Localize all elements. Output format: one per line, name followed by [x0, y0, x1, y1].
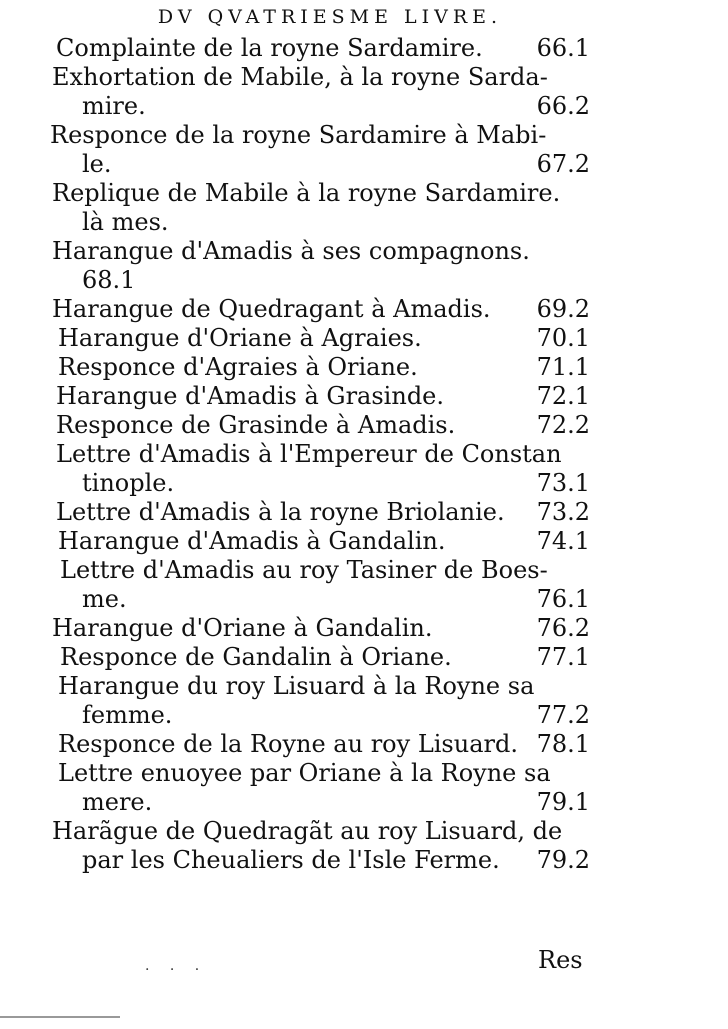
toc-entry: [0, 324, 728, 353]
entry-continuation: mire.: [82, 92, 146, 120]
toc-entry-line: [0, 469, 728, 498]
toc-entry-line: [0, 585, 728, 614]
entry-title: Lettre d'Amadis à la royne Briolanie.: [56, 498, 505, 526]
toc-entry-line: [0, 92, 728, 121]
entry-title: Lettre d'Amadis à l'Empereur de Constan: [56, 440, 562, 468]
page-number: 67.2: [536, 150, 590, 178]
page-number: 74.1: [536, 527, 590, 555]
toc-entry-line: [0, 817, 728, 846]
toc-entry: [0, 295, 728, 324]
toc-entry-line: [0, 411, 728, 440]
page-edge-line: [0, 1016, 120, 1018]
toc-entry-line: [0, 121, 728, 150]
toc-entry-line: [0, 34, 728, 63]
entry-title: Lettre d'Amadis au roy Tasiner de Boes-: [60, 556, 548, 584]
entry-title: Harangue d'Amadis à Gandalin.: [58, 527, 446, 555]
toc-entry-line: [0, 788, 728, 817]
toc-entry: [0, 237, 728, 295]
entry-title: Exhortation de Mabile, à la royne Sarda-: [52, 63, 548, 91]
toc-entry-line: [0, 324, 728, 353]
entry-title: Responce de Grasinde à Amadis.: [56, 411, 456, 439]
toc-entry-line: [0, 759, 728, 788]
toc-entry-line: [0, 701, 728, 730]
toc-entry: [0, 817, 728, 875]
toc-entry: [0, 556, 728, 614]
toc-entry-line: [0, 556, 728, 585]
page-number: 76.2: [536, 614, 590, 642]
toc-entry: [0, 643, 728, 672]
page-number: 77.1: [536, 643, 590, 671]
toc-entry: [0, 353, 728, 382]
toc-entry: [0, 498, 728, 527]
toc-entry: [0, 382, 728, 411]
page-number: 70.1: [536, 324, 590, 352]
page-number: 66.1: [536, 34, 590, 62]
page-number: 79.1: [536, 788, 590, 816]
toc-entry: [0, 527, 728, 556]
entry-continuation: par les Cheualiers de l'Isle Ferme.: [82, 846, 500, 874]
entry-continuation: mere.: [82, 788, 153, 816]
entry-title: Harangue du roy Lisuard à la Royne sa: [58, 672, 535, 700]
page-number: 79.2: [536, 846, 590, 874]
toc-entry-line: [0, 353, 728, 382]
toc-entry-line: [0, 527, 728, 556]
page-number: 72.2: [536, 411, 590, 439]
toc-entry-line: [0, 63, 728, 92]
toc-entry-line: [0, 440, 728, 469]
entry-continuation: là mes.: [82, 208, 169, 236]
toc-entry-line: [0, 846, 728, 875]
toc-entry-line: [0, 237, 728, 266]
page-number: 66.2: [536, 92, 590, 120]
table-of-contents: [0, 34, 728, 875]
page-number: 73.1: [536, 469, 590, 497]
entry-title: Responce de la royne Sardamire à Mabi-: [50, 121, 547, 149]
entry-title: Harangue d'Amadis à Grasinde.: [56, 382, 445, 410]
stray-ink-marks: · · ·: [145, 962, 208, 978]
toc-entry: [0, 614, 728, 643]
toc-entry-line: [0, 614, 728, 643]
toc-entry: [0, 730, 728, 759]
toc-entry: [0, 63, 728, 121]
entry-title: Complainte de la royne Sardamire.: [56, 34, 483, 62]
page-number: 69.2: [536, 295, 590, 323]
entry-continuation: 68.1: [82, 266, 136, 294]
toc-entry: [0, 34, 728, 63]
entry-title: Harangue d'Amadis à ses compagnons.: [52, 237, 530, 265]
toc-entry-line: [0, 208, 728, 237]
entry-continuation: le.: [82, 150, 112, 178]
entry-title: Responce d'Agraies à Oriane.: [58, 353, 418, 381]
toc-entry-line: [0, 730, 728, 759]
entry-title: Responce de la Royne au roy Lisuard.: [58, 730, 518, 758]
toc-entry-line: [0, 672, 728, 701]
toc-entry: [0, 411, 728, 440]
toc-entry-line: [0, 295, 728, 324]
toc-entry-line: [0, 150, 728, 179]
toc-entry-line: [0, 643, 728, 672]
entry-title: Lettre enuoyee par Oriane à la Royne sa: [58, 759, 551, 787]
page-number: 76.1: [536, 585, 590, 613]
entry-title: Harangue d'Oriane à Gandalin.: [52, 614, 433, 642]
toc-entry: [0, 179, 728, 237]
page-number: 73.2: [536, 498, 590, 526]
entry-title: Harãgue de Quedragãt au roy Lisuard, de: [52, 817, 563, 845]
entry-title: Responce de Gandalin à Oriane.: [60, 643, 452, 671]
toc-entry: [0, 672, 728, 730]
page-number: 78.1: [536, 730, 590, 758]
toc-entry: [0, 440, 728, 498]
catchword: Res: [538, 946, 583, 974]
entry-continuation: me.: [82, 585, 127, 613]
toc-entry-line: [0, 266, 728, 295]
toc-entry-line: [0, 179, 728, 208]
entry-title: Harangue d'Oriane à Agraies.: [58, 324, 422, 352]
toc-entry-line: [0, 382, 728, 411]
entry-continuation: femme.: [82, 701, 173, 729]
toc-entry: [0, 121, 728, 179]
page-number: 71.1: [536, 353, 590, 381]
running-header: DV QVATRIESME LIVRE.: [157, 6, 503, 28]
page-number: 77.2: [536, 701, 590, 729]
page-number: 72.1: [536, 382, 590, 410]
entry-title: Harangue de Quedragant à Amadis.: [52, 295, 491, 323]
entry-continuation: tinople.: [82, 469, 175, 497]
toc-entry-line: [0, 498, 728, 527]
entry-title: Replique de Mabile à la royne Sardamire.: [52, 179, 561, 207]
toc-entry: [0, 759, 728, 817]
